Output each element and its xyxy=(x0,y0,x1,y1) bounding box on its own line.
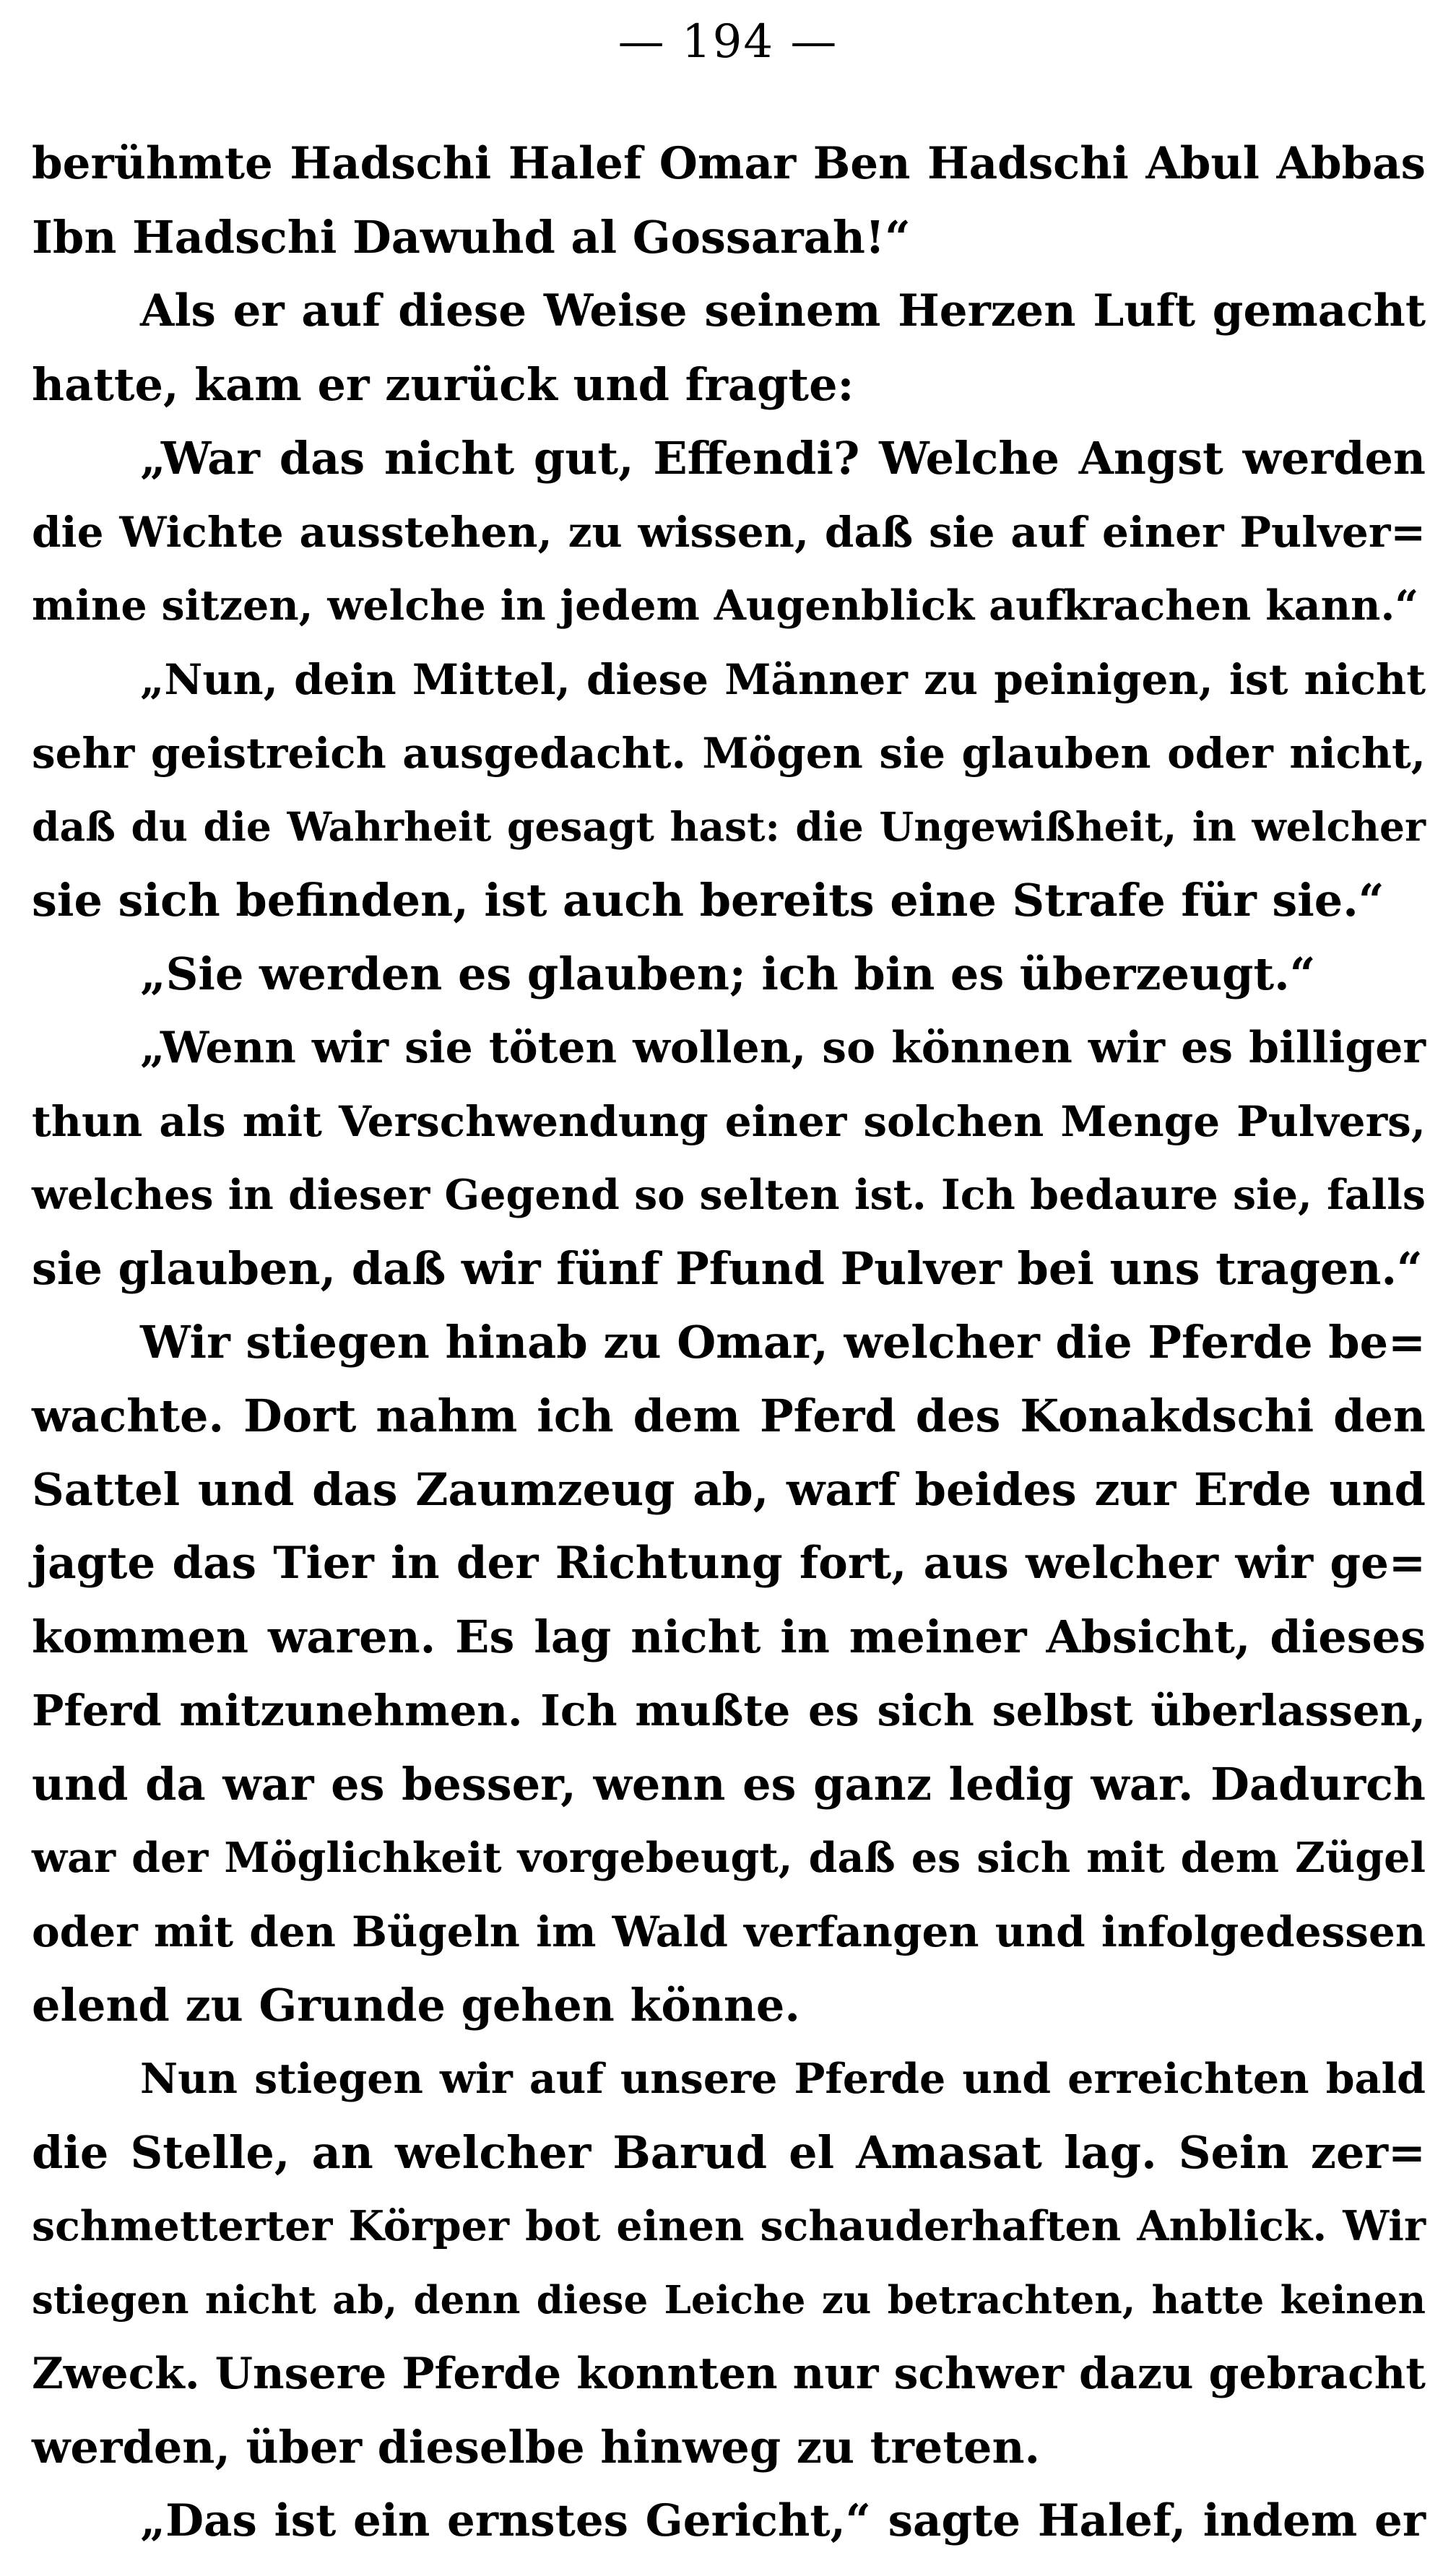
text-line: Ibn Hadschi Dawuhd al Gossarah!“ xyxy=(32,211,911,264)
text-line: Zweck. Unsere Pferde konnten nur schwer dazu gebracht xyxy=(32,2349,1426,2399)
text-line: die Wichte ausstehen, zu wissen, daß sie auf einer Pulver= xyxy=(32,508,1426,557)
text-line: Als er auf diese Weise seinem Herzen Luft gemacht xyxy=(140,285,1426,337)
text-line: berühmte Hadschi Halef Omar Ben Hadschi Abul Abbas xyxy=(32,138,1426,189)
text-line: oder mit den Bügeln im Wald verfangen und infolgedessen xyxy=(32,1907,1426,1956)
text-line: und da war es besser, wenn es ganz ledig war. Dadurch xyxy=(32,1758,1426,1811)
text-line: Pferd mitzunehmen. Ich mußte es sich selbst überlassen, xyxy=(32,1686,1426,1735)
text-line: „Wenn wir sie töten wollen, so können wir es billiger xyxy=(140,1023,1426,1073)
text-line: wachte. Dort nahm ich dem Pferd des Konakdschi den xyxy=(32,1389,1426,1442)
text-line: Nun stiegen wir auf unsere Pferde und erreichten bald xyxy=(140,2055,1426,2103)
text-line: war der Möglichkeit vorgebeugt, daß es sich mit dem Zügel xyxy=(32,1834,1426,1882)
text-line: „Nun, dein Mittel, diese Männer zu peinigen, ist nicht xyxy=(140,655,1426,704)
page-number: — 194 — xyxy=(618,15,838,69)
text-line: sehr geistreich ausgedacht. Mögen sie glauben oder nicht, xyxy=(32,729,1426,778)
text-line: welches in dieser Gegend so selten ist. Ich bedaure sie, falls xyxy=(32,1171,1426,1219)
body-text xyxy=(32,127,1426,2558)
text-line: sie glauben, daß wir fünf Pfund Pulver bei uns tragen.“ xyxy=(32,1242,1423,1295)
text-line: elend zu Grunde gehen könne. xyxy=(32,1979,800,2032)
text-line: hatte, kam er zurück und fragte: xyxy=(32,358,854,411)
text-line: „Das ist ein ernstes Gericht,“ sagte Halef, indem er xyxy=(140,2495,1426,2546)
text-line: Sattel und das Zaumzeug ab, warf beides zur Erde und xyxy=(32,1463,1426,1516)
text-line: schmetterter Körper bot einen schauderhaften Anblick. Wir xyxy=(32,2202,1426,2250)
text-line: „War das nicht gut, Effendi? Welche Angst werden xyxy=(140,432,1426,485)
text-line: mine sitzen, welche in jedem Augenblick aufkrachen kann.“ xyxy=(32,581,1419,630)
text-line: stiegen nicht ab, denn diese Leiche zu betrachten, hatte keinen xyxy=(32,2278,1426,2323)
text-line: die Stelle, an welcher Barud el Amasat lag. Sein zer= xyxy=(32,2126,1426,2179)
text-line: daß du die Wahrheit gesagt hast: die Ungewißheit, in welcher xyxy=(32,803,1426,850)
text-line: thun als mit Verschwendung einer solchen Menge Pulvers, xyxy=(32,1097,1426,1146)
text-line: jagte das Tier in der Richtung fort, aus welcher wir ge= xyxy=(32,1538,1426,1589)
text-line: sie sich befinden, ist auch bereits eine Strafe für sie.“ xyxy=(32,874,1384,927)
text-line: „Sie werden es glauben; ich bin es überzeugt.“ xyxy=(140,948,1316,1000)
text-line: Wir stiegen hinab zu Omar, welcher die Pferde be= xyxy=(140,1316,1426,1369)
text-line: werden, über dieselbe hinweg zu treten. xyxy=(32,2421,1041,2474)
text-line: kommen waren. Es lag nicht in meiner Absicht, dieses xyxy=(32,1610,1426,1663)
